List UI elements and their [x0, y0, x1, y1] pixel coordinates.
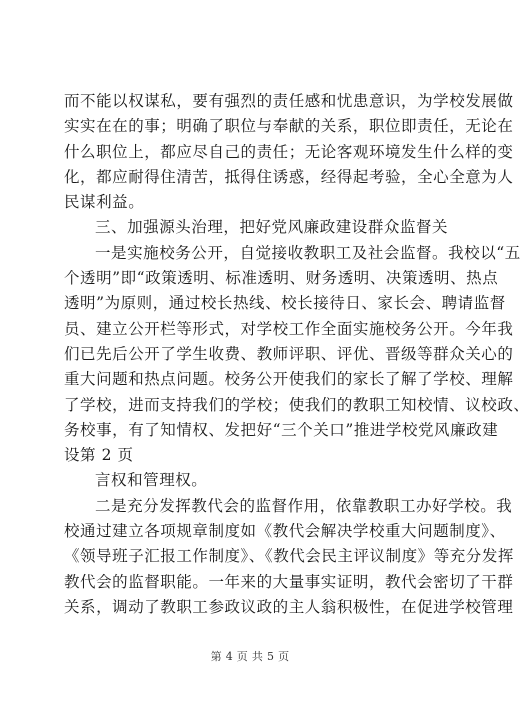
text-line: 了学校，进而支持我们的学校；使我们的教职工知校情、议校政、: [64, 395, 529, 414]
text-line: 务校事，有了知情权、发把好“三个关口”推进学校党风廉政建: [64, 420, 499, 439]
text-line: 二是充分发挥教代会的监督作用，依靠教职工办好学校。我: [95, 496, 513, 515]
text-line: 三、加强源头治理，把好党风廉政建设群众监督关: [95, 218, 449, 237]
text-line: 一是实施校务公开，自觉接收教职工及社会监督。我校以“五: [95, 243, 521, 262]
text-line: 化，都应耐得住清苦，抵得住诱惑，经得起考验，全心全意为人: [64, 167, 514, 186]
text-line: 而不能以权谋私，要有强烈的责任感和忧患意识，为学校发展做: [64, 92, 514, 110]
text-line: 重大问题和热点问题。校务公开使我们的家长了解了学校、理解: [64, 370, 514, 389]
text-line: 实实在在的事；明确了职位与奉献的关系，职位即责任，无论在: [64, 117, 514, 136]
page-footer: 第 4 页 共 5 页: [210, 650, 290, 663]
text-line: 民谋利益。: [64, 193, 145, 212]
text-line: 校通过建立各项规章制度如《教代会解决学校重大问题制度》、: [64, 522, 506, 541]
text-line: 教代会的监督职能。一年来的大量事实证明，教代会密切了干群: [64, 572, 514, 591]
text-line: 透明”为原则，通过校长热线、校长接待日、家长会、聘请监督: [64, 294, 506, 313]
text-line: 言权和管理权。: [95, 471, 208, 490]
text-line: 个透明”即“政策透明、标准透明、财务透明、决策透明、热点: [64, 269, 499, 288]
text-line: 们已先后公开了学生收费、教师评职、评优、晋级等群众关心的: [64, 344, 514, 363]
text-line: 员、建立公开栏等形式，对学校工作全面实施校务公开。今年我: [64, 319, 514, 338]
text-line: 关系，调动了教职工参政议政的主人翁积极性，在促进学校管理: [64, 597, 514, 616]
text-line: 什么职位上，都应尽自己的责任；无论客观环境发生什么样的变: [64, 142, 514, 161]
document-body: [64, 89, 529, 620]
text-line: 《领导班子汇报工作制度》、《教代会民主评议制度》等充分发挥: [64, 547, 514, 566]
text-line: 设第 2 页: [64, 446, 134, 465]
